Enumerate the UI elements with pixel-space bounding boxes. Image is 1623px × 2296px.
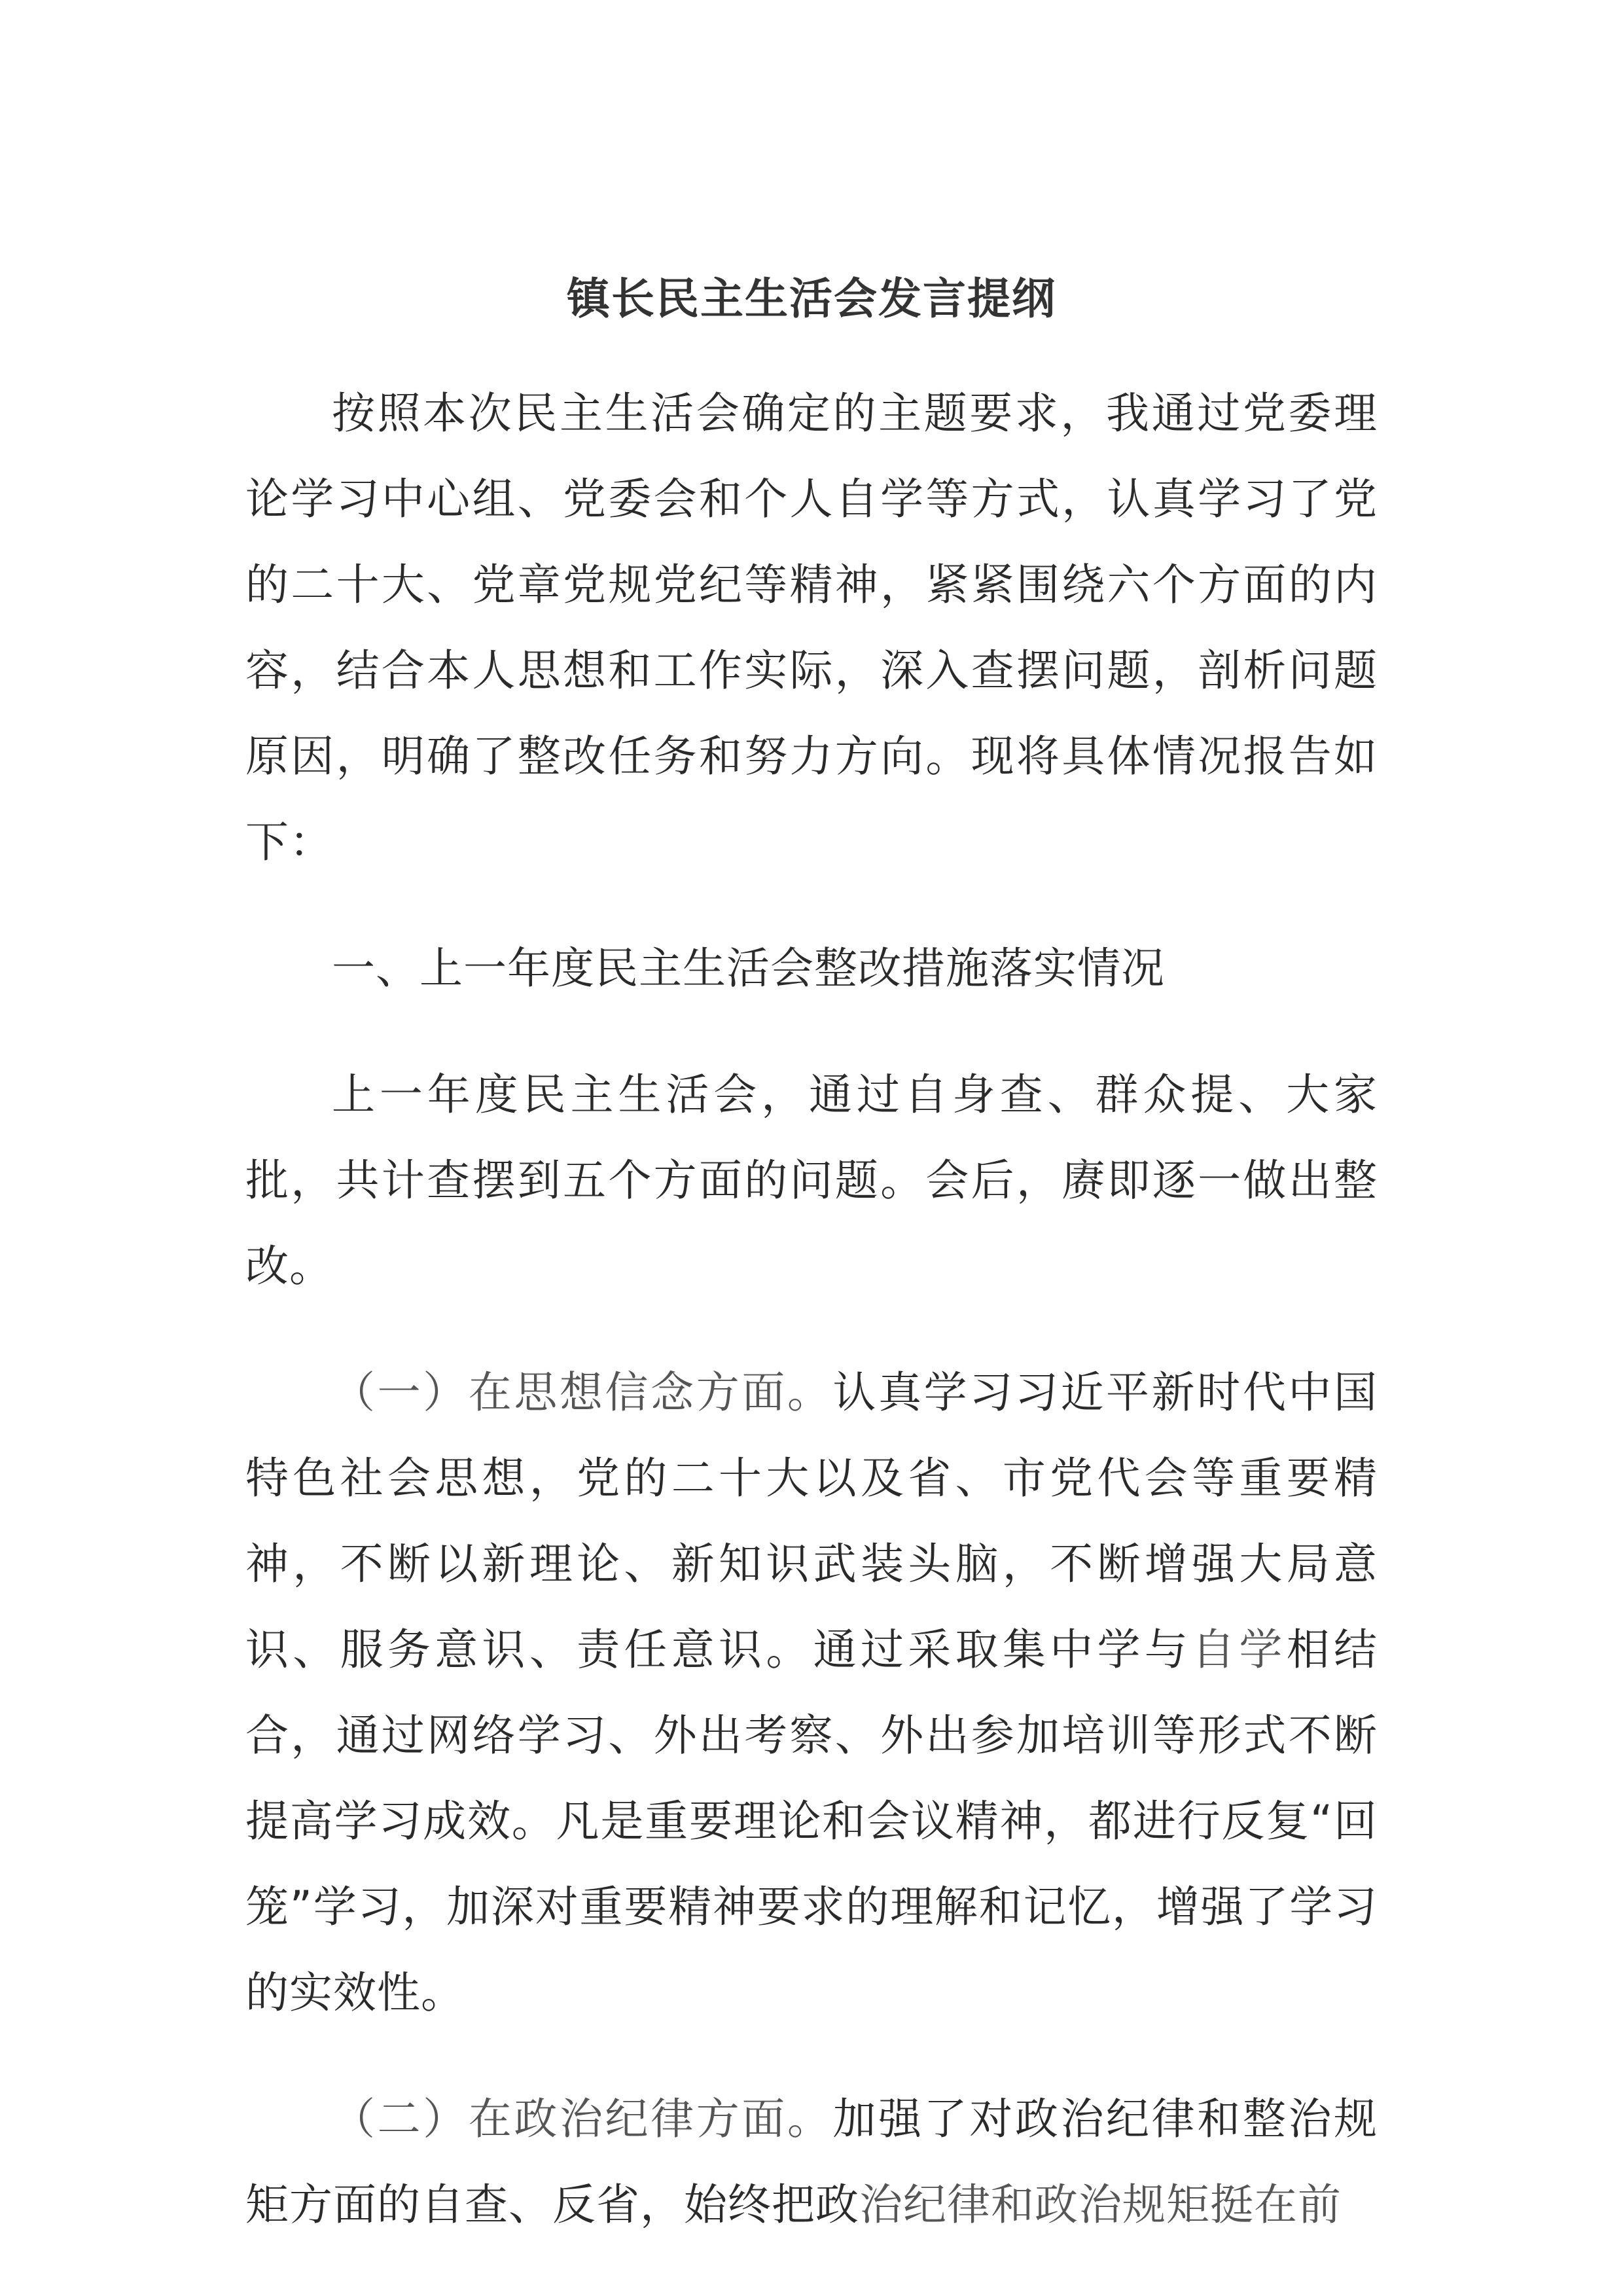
item-2-body-muted: 治纪律和政治规矩挺在前 (859, 2179, 1342, 2230)
item-1-body-muted: 自学 (1192, 1624, 1287, 1675)
item-2-lead: （二）在政治纪律方面。 (332, 2094, 833, 2144)
section-1-intro-paragraph: 上一年度民主生活会，通过自身查、群众提、大家批，共计查摆到五个方面的问题。会后，赓即逐一做出整改。 (245, 1069, 1378, 1291)
item-2-paragraph (245, 2076, 1378, 2248)
item-1-body-part-2: 相结合，通过网络学习、外出考察、外出参加培训等形式不断提高学习成效。凡是重要理论和会议精神，都进行反复“回笼”学习，加深对重要精神要求的理解和记忆，增强了学习的实效性。 (245, 1624, 1378, 2018)
item-1-paragraph (245, 1350, 1378, 2036)
intro-paragraph: 按照本次民主生活会确定的主题要求，我通过党委理论学习中心组、党委会和个人自学等方式，认真学习了党的二十大、党章党规党纪等精神，紧紧围绕六个方面的内容，结合本人思想和工作实际，深入查摆问题，剖析问题原因，明确了整改任务和努力方向。现将具体情况报告如下： (245, 388, 1378, 867)
item-1-body-part-1: 认真学习习近平新时代中国特色社会思想，党的二十大以及省、市党代会等重要精神，不断以新理论、新知识武装头脑，不断增强大局意识、服务意识、责任意识。通过采取集中学与 (245, 1367, 1378, 1675)
document-title: 镇长民主生活会发言提纲 (567, 274, 1056, 324)
item-2-body-part-1: 加强了对政治纪律和整治规矩方面的自查、反省，始终把政 (245, 2094, 1378, 2230)
document-body (245, 263, 1378, 2288)
section-heading-1: 一、上一年度民主生活会整改措施落实情况 (332, 943, 1165, 994)
item-1-lead: （一）在思想信念方面。 (332, 1367, 833, 1418)
